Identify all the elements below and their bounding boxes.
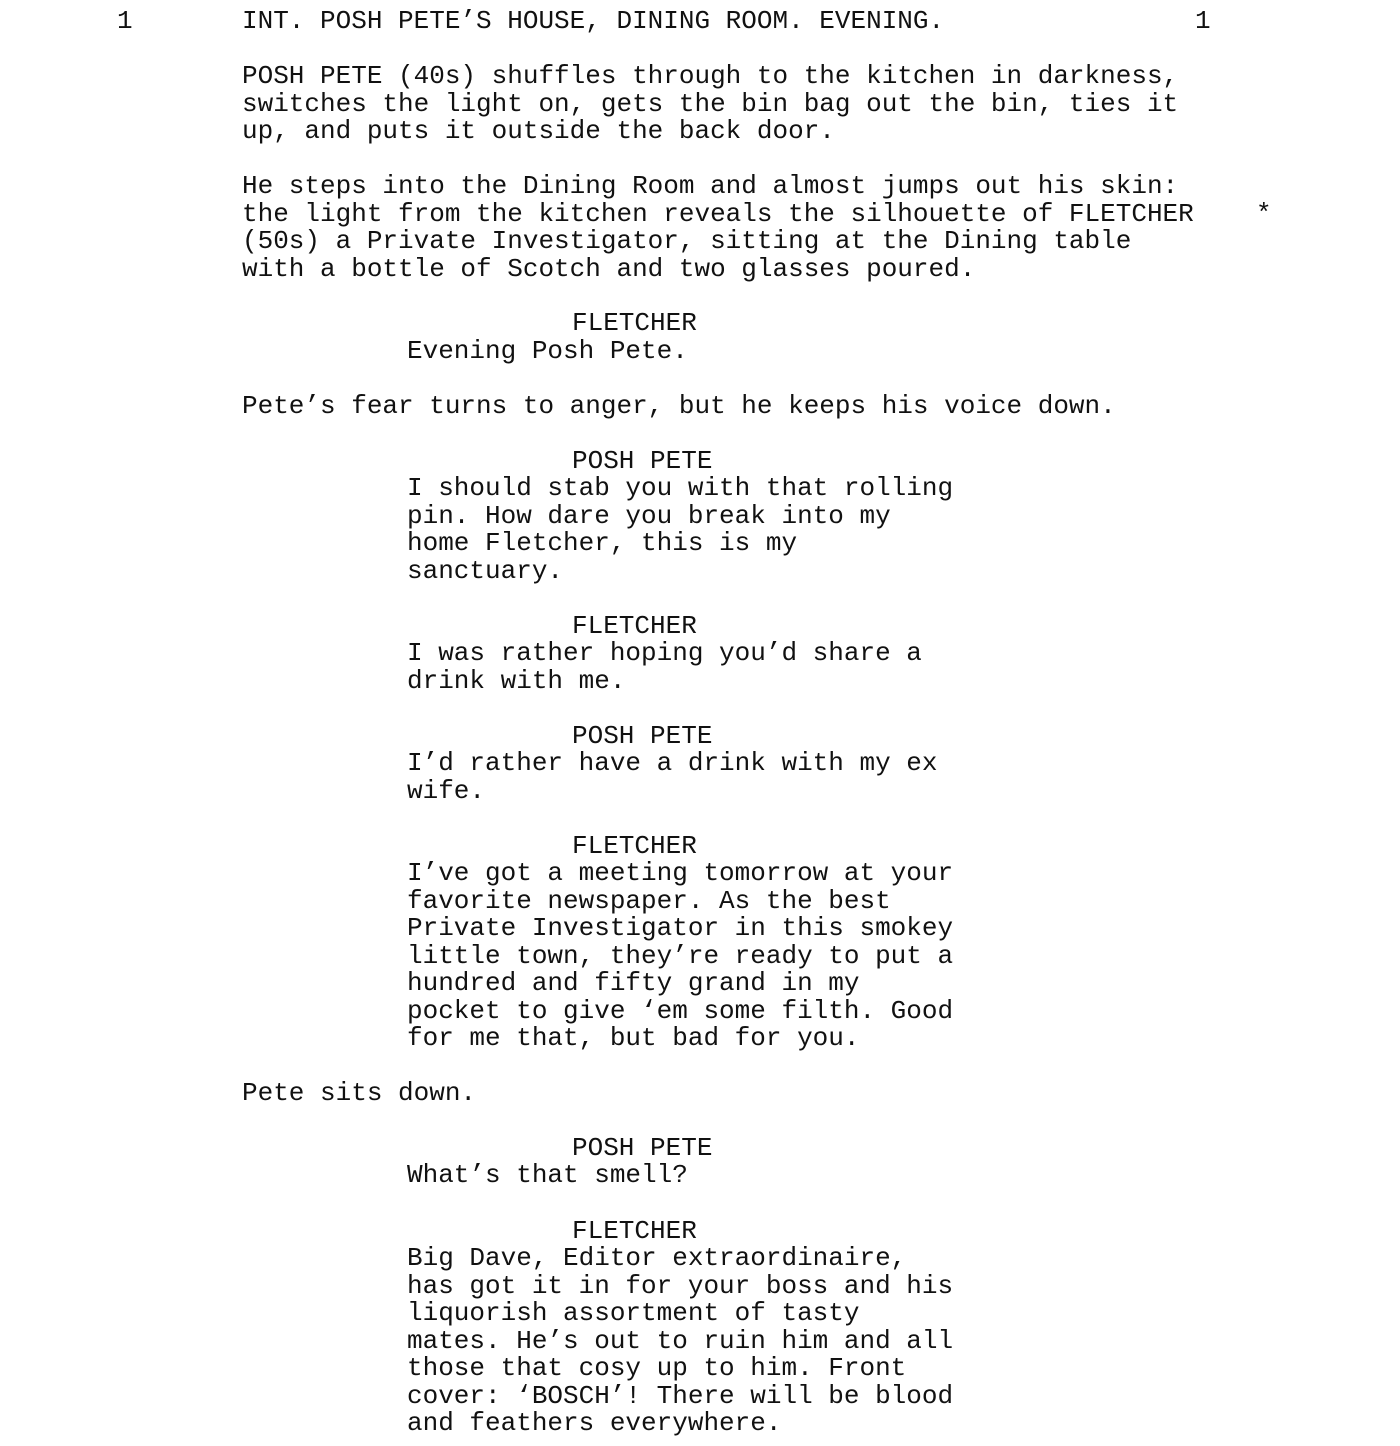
character-name: FLETCHER [572, 1216, 697, 1246]
character-name: POSH PETE [572, 721, 713, 751]
dialogue-block [407, 338, 1007, 366]
dialogue-line: pocket to give ‘em some filth. Good [407, 995, 954, 1026]
dialogue-line: drink with me. [407, 665, 626, 696]
dialogue-line: What’s that smell? [407, 1160, 688, 1190]
dialogue-line: has got it in for your boss and his [407, 1270, 954, 1301]
action-line: the light from the kitchen reveals the silhouette of FLETCHER [242, 198, 1194, 229]
dialogue-line: Big Dave, Editor extraordinaire, [407, 1243, 907, 1273]
scene-number-right: 1 [1195, 6, 1211, 36]
dialogue-line: Private Investigator in this smokey [407, 913, 954, 943]
character-name: FLETCHER [572, 308, 697, 338]
dialogue-block [407, 640, 1007, 695]
dialogue-line: liquorish assortment of tasty [407, 1298, 860, 1328]
character-name: POSH PETE [572, 1133, 713, 1163]
dialogue-line: and feathers everywhere. [407, 1408, 782, 1438]
dialogue-line: hundred and fifty grand in my [407, 968, 860, 998]
action-line: switches the light on, gets the bin bag out the bin, ties it [242, 88, 1179, 119]
dialogue-line: wife. [407, 775, 486, 806]
dialogue-block [407, 750, 1007, 805]
dialogue-line: I should stab you with that rolling [407, 473, 954, 503]
action-line: up, and puts it outside the back door. [242, 116, 835, 146]
action-line: Pete sits down. [242, 1078, 477, 1108]
action-line: POSH PETE (40s) shuffles through to the kitchen in darkness, [242, 61, 1179, 91]
scene-heading: INT. POSH PETE’S HOUSE, DINING ROOM. EVENING. [242, 6, 945, 36]
dialogue-block [407, 860, 1007, 1053]
revision-mark: * [1256, 199, 1272, 229]
action-line: Pete’s fear turns to anger, but he keeps his voice down. [242, 391, 1116, 421]
action-line: (50s) a Private Investigator, sitting at the Dining table [242, 226, 1132, 256]
action-line: He steps into the Dining Room and almost jumps out his skin: [242, 171, 1179, 201]
action-block [242, 1080, 1242, 1108]
dialogue-line: sanctuary. [407, 555, 564, 586]
dialogue-line: for me that, but bad for you. [407, 1023, 860, 1053]
action-block [242, 63, 1242, 146]
dialogue-line: those that cosy up to him. Front [407, 1353, 907, 1383]
dialogue-line: I’ve got a meeting tomorrow at your [407, 858, 954, 888]
dialogue-line: little town, they’re ready to put a [407, 940, 954, 971]
dialogue-line: I was rather hoping you’d share a [407, 638, 922, 668]
action-block [242, 173, 1242, 283]
dialogue-line: pin. How dare you break into my [407, 500, 891, 531]
character-name: FLETCHER [572, 831, 697, 861]
dialogue-block [407, 475, 1007, 585]
character-name: POSH PETE [572, 446, 713, 476]
action-block [242, 393, 1242, 421]
dialogue-line: mates. He’s out to ruin him and all [407, 1325, 954, 1356]
dialogue-block [407, 1245, 1007, 1438]
dialogue-line: favorite newspaper. As the best [407, 885, 891, 916]
dialogue-block [407, 1162, 1007, 1190]
scene-number-left: 1 [117, 6, 133, 36]
dialogue-line: cover: ‘BOSCH’! There will be blood [407, 1380, 954, 1411]
dialogue-line: Evening Posh Pete. [407, 336, 688, 366]
character-name: FLETCHER [572, 611, 697, 641]
action-line: with a bottle of Scotch and two glasses poured. [242, 253, 976, 284]
dialogue-line: I’d rather have a drink with my ex [407, 748, 938, 778]
dialogue-line: home Fletcher, this is my [407, 528, 798, 558]
